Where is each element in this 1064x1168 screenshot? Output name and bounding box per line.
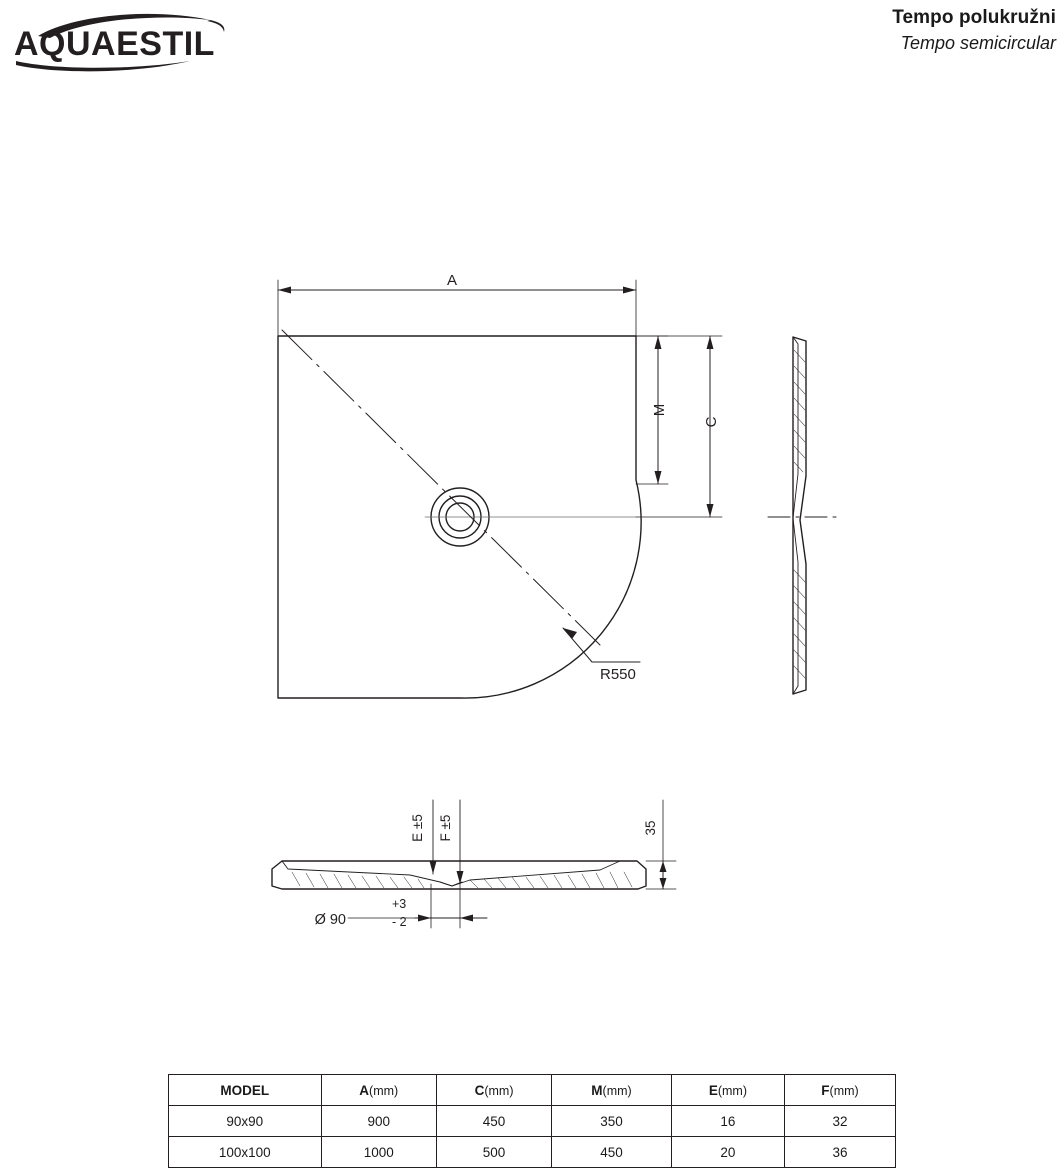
dim-f-label: F ±5 [438, 814, 453, 842]
table-header-a: A(mm) [321, 1075, 436, 1106]
cell-model: 100x100 [169, 1137, 322, 1168]
dim-m-label: M [651, 403, 668, 417]
table-row [169, 1106, 896, 1137]
cell-model: 90x90 [169, 1106, 322, 1137]
cell-c: 450 [436, 1106, 551, 1137]
radius-label: R550 [600, 666, 636, 683]
cell-f: 36 [784, 1137, 895, 1168]
cell-a: 1000 [321, 1137, 436, 1168]
table-header-c: C(mm) [436, 1075, 551, 1106]
specification-table [168, 1074, 896, 1168]
cell-a: 900 [321, 1106, 436, 1137]
tolerance-minus-label: - 2 [392, 915, 407, 929]
dim-c-label: C [703, 416, 720, 428]
table-header-row [169, 1075, 896, 1106]
table-header-e: E(mm) [671, 1075, 784, 1106]
dim-e-label: E ±5 [410, 814, 425, 842]
cell-c: 500 [436, 1137, 551, 1168]
svg-text:AQUAESTIL: AQUAESTIL [14, 25, 215, 63]
dim-a-label: A [446, 272, 458, 289]
page-subtitle: Tempo semicircular [900, 32, 1056, 53]
page-title: Tempo polukružni [892, 7, 1056, 28]
cell-m: 350 [552, 1106, 672, 1137]
diameter-label: Ø 90 [314, 912, 346, 928]
table-header-m: M(mm) [552, 1075, 672, 1106]
cell-f: 32 [784, 1106, 895, 1137]
dim-35-label: 35 [643, 820, 658, 836]
table-header-f: F(mm) [784, 1075, 895, 1106]
table-row [169, 1137, 896, 1168]
table-header-model: MODEL [169, 1075, 322, 1106]
cell-e: 20 [671, 1137, 784, 1168]
tolerance-plus-label: +3 [392, 897, 407, 911]
cell-m: 450 [552, 1137, 672, 1168]
cell-e: 16 [671, 1106, 784, 1137]
